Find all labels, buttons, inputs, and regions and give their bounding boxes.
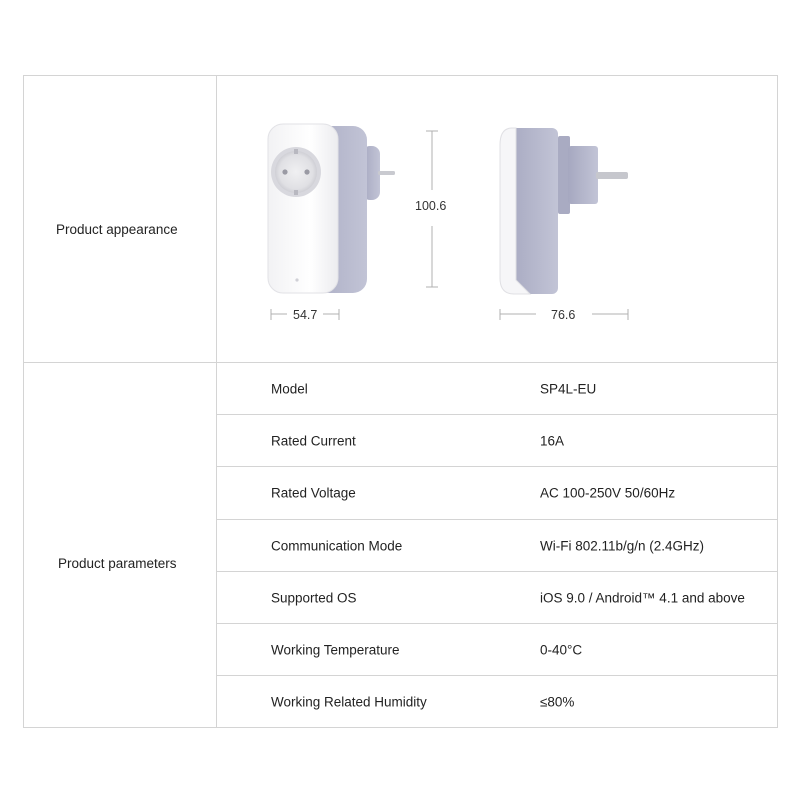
param-value: iOS 9.0 / Android™ 4.1 and above bbox=[540, 590, 745, 606]
socket-ground-bottom bbox=[294, 190, 298, 195]
width-label: 54.7 bbox=[293, 308, 318, 322]
param-value: 16A bbox=[540, 433, 565, 449]
front-plug-pin bbox=[378, 171, 395, 175]
front-view bbox=[268, 124, 395, 293]
param-value: ≤80% bbox=[540, 694, 575, 710]
socket-hole-left bbox=[282, 169, 287, 174]
side-view bbox=[500, 128, 628, 294]
param-name: Working Temperature bbox=[271, 642, 400, 658]
param-value: SP4L-EU bbox=[540, 381, 597, 397]
height-label: 100.6 bbox=[415, 199, 447, 213]
socket-hole-right bbox=[304, 169, 309, 174]
socket-face bbox=[275, 151, 317, 193]
param-row-rated-voltage bbox=[217, 467, 777, 519]
led-indicator bbox=[295, 278, 298, 281]
param-row-communication-mode bbox=[217, 520, 777, 572]
parameters-label: Product parameters bbox=[58, 556, 177, 571]
side-plug-body bbox=[568, 146, 598, 204]
side-plug-pin bbox=[596, 172, 628, 179]
param-row-model bbox=[217, 363, 777, 415]
param-name: Rated Voltage bbox=[271, 485, 356, 501]
param-name: Rated Current bbox=[271, 433, 356, 449]
param-value: 0-40°C bbox=[540, 642, 583, 658]
param-row-working-humidity bbox=[217, 676, 777, 728]
param-name: Working Related Humidity bbox=[271, 694, 427, 710]
param-value: Wi-Fi 802.11b/g/n (2.4GHz) bbox=[540, 538, 705, 554]
param-row-working-temperature bbox=[217, 624, 777, 676]
param-value: AC 100-250V 50/60Hz bbox=[540, 485, 676, 501]
param-row-rated-current bbox=[217, 415, 777, 467]
appearance-label: Product appearance bbox=[56, 222, 178, 237]
depth-label: 76.6 bbox=[551, 308, 576, 322]
param-name: Model bbox=[271, 381, 308, 397]
param-name: Supported OS bbox=[271, 590, 357, 606]
param-name: Communication Mode bbox=[271, 538, 403, 554]
socket-ground-top bbox=[294, 149, 298, 154]
param-row-supported-os bbox=[217, 572, 777, 624]
